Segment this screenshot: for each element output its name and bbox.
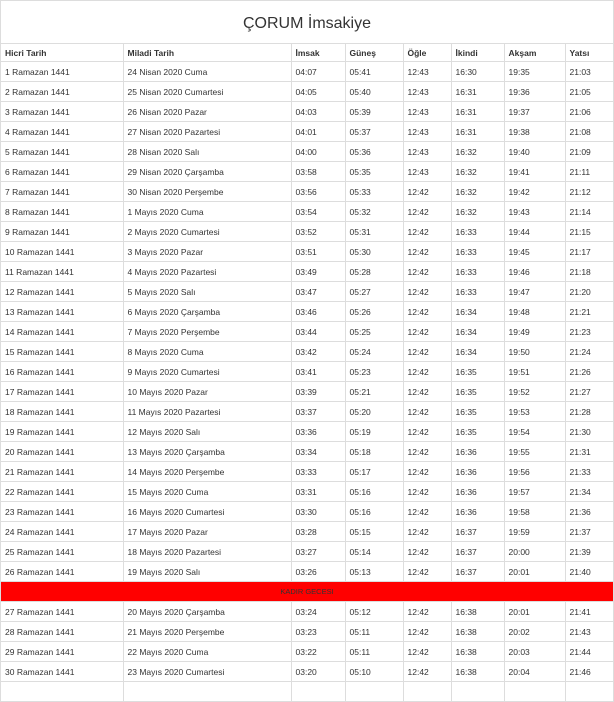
aksam-cell: 19:36 [504, 82, 565, 102]
imsak-cell: 03:47 [291, 282, 345, 302]
table-row [1, 302, 613, 322]
imsak-cell: 03:22 [291, 642, 345, 662]
hicri-tarih-cell: 8 Ramazan 1441 [1, 202, 123, 222]
miladi-tarih-cell: 15 Mayıs 2020 Cuma [123, 482, 291, 502]
empty-cell [565, 682, 613, 702]
hicri-tarih-cell: 7 Ramazan 1441 [1, 182, 123, 202]
gunes-cell: 05:23 [345, 362, 403, 382]
imsak-cell: 03:44 [291, 322, 345, 342]
ogle-cell: 12:42 [403, 662, 451, 682]
table-row [1, 102, 613, 122]
ogle-cell: 12:42 [403, 462, 451, 482]
aksam-cell: 19:41 [504, 162, 565, 182]
ikindi-cell: 16:36 [451, 442, 504, 462]
ikindi-cell: 16:33 [451, 222, 504, 242]
miladi-tarih-cell: 12 Mayıs 2020 Salı [123, 422, 291, 442]
aksam-cell: 19:35 [504, 62, 565, 82]
ogle-cell: 12:43 [403, 102, 451, 122]
gunes-cell: 05:12 [345, 602, 403, 622]
hicri-tarih-cell: 23 Ramazan 1441 [1, 502, 123, 522]
hicri-tarih-cell: 14 Ramazan 1441 [1, 322, 123, 342]
ogle-cell: 12:42 [403, 622, 451, 642]
kadir-gecesi-label: KADIR GECESI [1, 582, 613, 602]
gunes-cell: 05:36 [345, 142, 403, 162]
imsak-cell: 03:41 [291, 362, 345, 382]
ogle-cell: 12:43 [403, 62, 451, 82]
gunes-cell: 05:27 [345, 282, 403, 302]
ogle-cell: 12:42 [403, 402, 451, 422]
empty-cell [291, 682, 345, 702]
empty-row [1, 682, 613, 702]
hicri-tarih-cell: 2 Ramazan 1441 [1, 82, 123, 102]
yatsi-cell: 21:03 [565, 62, 613, 82]
imsak-cell: 03:52 [291, 222, 345, 242]
table-row [1, 142, 613, 162]
yatsi-cell: 21:06 [565, 102, 613, 122]
hicri-tarih-cell: 13 Ramazan 1441 [1, 302, 123, 322]
ikindi-cell: 16:35 [451, 362, 504, 382]
imsak-cell: 03:33 [291, 462, 345, 482]
hicri-tarih-cell: 9 Ramazan 1441 [1, 222, 123, 242]
miladi-tarih-cell: 26 Nisan 2020 Pazar [123, 102, 291, 122]
imsak-cell: 04:00 [291, 142, 345, 162]
miladi-tarih-cell: 28 Nisan 2020 Salı [123, 142, 291, 162]
yatsi-cell: 21:28 [565, 402, 613, 422]
yatsi-cell: 21:18 [565, 262, 613, 282]
aksam-cell: 19:54 [504, 422, 565, 442]
miladi-tarih-cell: 10 Mayıs 2020 Pazar [123, 382, 291, 402]
hicri-tarih-cell: 24 Ramazan 1441 [1, 522, 123, 542]
empty-cell [504, 682, 565, 702]
miladi-tarih-cell: 11 Mayıs 2020 Pazartesi [123, 402, 291, 422]
yatsi-cell: 21:14 [565, 202, 613, 222]
imsak-cell: 03:54 [291, 202, 345, 222]
ogle-cell: 12:42 [403, 422, 451, 442]
imsak-cell: 03:58 [291, 162, 345, 182]
hicri-tarih-cell: 4 Ramazan 1441 [1, 122, 123, 142]
imsak-cell: 03:31 [291, 482, 345, 502]
aksam-cell: 19:44 [504, 222, 565, 242]
miladi-tarih-cell: 4 Mayıs 2020 Pazartesi [123, 262, 291, 282]
ikindi-cell: 16:32 [451, 182, 504, 202]
yatsi-cell: 21:17 [565, 242, 613, 262]
hicri-tarih-cell: 21 Ramazan 1441 [1, 462, 123, 482]
ikindi-cell: 16:35 [451, 422, 504, 442]
table-row [1, 642, 613, 662]
imsak-cell: 03:39 [291, 382, 345, 402]
aksam-cell: 19:38 [504, 122, 565, 142]
yatsi-cell: 21:21 [565, 302, 613, 322]
aksam-cell: 20:01 [504, 562, 565, 582]
table-row [1, 542, 613, 562]
hicri-tarih-cell: 12 Ramazan 1441 [1, 282, 123, 302]
aksam-cell: 19:45 [504, 242, 565, 262]
ikindi-cell: 16:34 [451, 342, 504, 362]
gunes-cell: 05:11 [345, 642, 403, 662]
aksam-cell: 19:50 [504, 342, 565, 362]
gunes-cell: 05:24 [345, 342, 403, 362]
hicri-tarih-cell: 19 Ramazan 1441 [1, 422, 123, 442]
ikindi-cell: 16:38 [451, 622, 504, 642]
yatsi-cell: 21:24 [565, 342, 613, 362]
aksam-cell: 19:43 [504, 202, 565, 222]
hicri-tarih-cell: 11 Ramazan 1441 [1, 262, 123, 282]
aksam-cell: 19:42 [504, 182, 565, 202]
table-row [1, 362, 613, 382]
empty-cell [451, 682, 504, 702]
ogle-cell: 12:43 [403, 142, 451, 162]
imsak-cell: 04:05 [291, 82, 345, 102]
hicri-tarih-cell: 10 Ramazan 1441 [1, 242, 123, 262]
table-row [1, 322, 613, 342]
ogle-cell: 12:43 [403, 122, 451, 142]
yatsi-cell: 21:12 [565, 182, 613, 202]
ogle-cell: 12:42 [403, 262, 451, 282]
header-ikindi: İkindi [451, 44, 504, 62]
ikindi-cell: 16:32 [451, 142, 504, 162]
ikindi-cell: 16:38 [451, 602, 504, 622]
miladi-tarih-cell: 25 Nisan 2020 Cumartesi [123, 82, 291, 102]
ogle-cell: 12:42 [403, 322, 451, 342]
imsak-cell: 03:24 [291, 602, 345, 622]
aksam-cell: 19:49 [504, 322, 565, 342]
yatsi-cell: 21:36 [565, 502, 613, 522]
miladi-tarih-cell: 18 Mayıs 2020 Pazartesi [123, 542, 291, 562]
gunes-cell: 05:28 [345, 262, 403, 282]
ikindi-cell: 16:37 [451, 542, 504, 562]
imsak-cell: 03:49 [291, 262, 345, 282]
imsak-cell: 03:36 [291, 422, 345, 442]
ogle-cell: 12:42 [403, 642, 451, 662]
aksam-cell: 19:40 [504, 142, 565, 162]
hicri-tarih-cell: 22 Ramazan 1441 [1, 482, 123, 502]
yatsi-cell: 21:09 [565, 142, 613, 162]
ikindi-cell: 16:32 [451, 162, 504, 182]
gunes-cell: 05:21 [345, 382, 403, 402]
table-row [1, 442, 613, 462]
miladi-tarih-cell: 1 Mayıs 2020 Cuma [123, 202, 291, 222]
aksam-cell: 20:04 [504, 662, 565, 682]
yatsi-cell: 21:26 [565, 362, 613, 382]
yatsi-cell: 21:20 [565, 282, 613, 302]
miladi-tarih-cell: 16 Mayıs 2020 Cumartesi [123, 502, 291, 522]
table-row [1, 622, 613, 642]
gunes-cell: 05:37 [345, 122, 403, 142]
hicri-tarih-cell: 26 Ramazan 1441 [1, 562, 123, 582]
table-row [1, 82, 613, 102]
yatsi-cell: 21:30 [565, 422, 613, 442]
yatsi-cell: 21:15 [565, 222, 613, 242]
ogle-cell: 12:42 [403, 282, 451, 302]
gunes-cell: 05:16 [345, 502, 403, 522]
table-row [1, 262, 613, 282]
ogle-cell: 12:42 [403, 522, 451, 542]
table-row [1, 462, 613, 482]
miladi-tarih-cell: 8 Mayıs 2020 Cuma [123, 342, 291, 362]
ikindi-cell: 16:36 [451, 502, 504, 522]
aksam-cell: 19:51 [504, 362, 565, 382]
gunes-cell: 05:19 [345, 422, 403, 442]
imsak-cell: 03:42 [291, 342, 345, 362]
aksam-cell: 20:03 [504, 642, 565, 662]
hicri-tarih-cell: 18 Ramazan 1441 [1, 402, 123, 422]
gunes-cell: 05:26 [345, 302, 403, 322]
yatsi-cell: 21:40 [565, 562, 613, 582]
hicri-tarih-cell: 15 Ramazan 1441 [1, 342, 123, 362]
miladi-tarih-cell: 3 Mayıs 2020 Pazar [123, 242, 291, 262]
ogle-cell: 12:42 [403, 562, 451, 582]
table-row [1, 342, 613, 362]
ogle-cell: 12:42 [403, 342, 451, 362]
imsak-cell: 03:26 [291, 562, 345, 582]
empty-cell [403, 682, 451, 702]
kadir-section [1, 582, 613, 602]
imsak-cell: 03:28 [291, 522, 345, 542]
miladi-tarih-cell: 23 Mayıs 2020 Cumartesi [123, 662, 291, 682]
table-row [1, 222, 613, 242]
ogle-cell: 12:42 [403, 502, 451, 522]
gunes-cell: 05:18 [345, 442, 403, 462]
gunes-cell: 05:11 [345, 622, 403, 642]
ogle-cell: 12:42 [403, 182, 451, 202]
yatsi-cell: 21:46 [565, 662, 613, 682]
aksam-cell: 19:59 [504, 522, 565, 542]
header-aksam: Akşam [504, 44, 565, 62]
aksam-cell: 19:47 [504, 282, 565, 302]
empty-cell [123, 682, 291, 702]
yatsi-cell: 21:44 [565, 642, 613, 662]
yatsi-cell: 21:37 [565, 522, 613, 542]
ikindi-cell: 16:35 [451, 402, 504, 422]
table-row [1, 502, 613, 522]
aksam-cell: 19:53 [504, 402, 565, 422]
ogle-cell: 12:43 [403, 82, 451, 102]
imsak-cell: 04:03 [291, 102, 345, 122]
miladi-tarih-cell: 6 Mayıs 2020 Çarşamba [123, 302, 291, 322]
hicri-tarih-cell: 17 Ramazan 1441 [1, 382, 123, 402]
miladi-tarih-cell: 27 Nisan 2020 Pazartesi [123, 122, 291, 142]
ogle-cell: 12:43 [403, 162, 451, 182]
yatsi-cell: 21:23 [565, 322, 613, 342]
miladi-tarih-cell: 21 Mayıs 2020 Perşembe [123, 622, 291, 642]
gunes-cell: 05:32 [345, 202, 403, 222]
ogle-cell: 12:42 [403, 542, 451, 562]
miladi-tarih-cell: 9 Mayıs 2020 Cumartesi [123, 362, 291, 382]
imsak-cell: 03:34 [291, 442, 345, 462]
miladi-tarih-cell: 24 Nisan 2020 Cuma [123, 62, 291, 82]
ogle-cell: 12:42 [403, 382, 451, 402]
header-miladi-tarih: Miladi Tarih [123, 44, 291, 62]
header-yatsi: Yatsı [565, 44, 613, 62]
imsak-cell: 03:56 [291, 182, 345, 202]
header-gunes: Güneş [345, 44, 403, 62]
miladi-tarih-cell: 22 Mayıs 2020 Cuma [123, 642, 291, 662]
yatsi-cell: 21:34 [565, 482, 613, 502]
ogle-cell: 12:42 [403, 362, 451, 382]
ikindi-cell: 16:33 [451, 262, 504, 282]
gunes-cell: 05:40 [345, 82, 403, 102]
table-filler [1, 682, 613, 702]
imsak-cell: 03:27 [291, 542, 345, 562]
hicri-tarih-cell: 16 Ramazan 1441 [1, 362, 123, 382]
table-header-row [1, 44, 613, 62]
aksam-cell: 19:48 [504, 302, 565, 322]
gunes-cell: 05:20 [345, 402, 403, 422]
ogle-cell: 12:42 [403, 242, 451, 262]
ikindi-cell: 16:31 [451, 102, 504, 122]
gunes-cell: 05:14 [345, 542, 403, 562]
aksam-cell: 19:58 [504, 502, 565, 522]
gunes-cell: 05:13 [345, 562, 403, 582]
yatsi-cell: 21:11 [565, 162, 613, 182]
ikindi-cell: 16:36 [451, 462, 504, 482]
table-body-before [1, 62, 613, 582]
imsak-cell: 03:23 [291, 622, 345, 642]
imsak-cell: 03:20 [291, 662, 345, 682]
yatsi-cell: 21:41 [565, 602, 613, 622]
kadir-gecesi-row [1, 582, 613, 602]
aksam-cell: 20:00 [504, 542, 565, 562]
gunes-cell: 05:15 [345, 522, 403, 542]
ikindi-cell: 16:36 [451, 482, 504, 502]
imsak-cell: 03:51 [291, 242, 345, 262]
gunes-cell: 05:30 [345, 242, 403, 262]
ogle-cell: 12:42 [403, 442, 451, 462]
yatsi-cell: 21:39 [565, 542, 613, 562]
ogle-cell: 12:42 [403, 602, 451, 622]
ikindi-cell: 16:38 [451, 642, 504, 662]
gunes-cell: 05:33 [345, 182, 403, 202]
aksam-cell: 19:57 [504, 482, 565, 502]
ikindi-cell: 16:33 [451, 282, 504, 302]
ikindi-cell: 16:33 [451, 242, 504, 262]
miladi-tarih-cell: 13 Mayıs 2020 Çarşamba [123, 442, 291, 462]
table-row [1, 162, 613, 182]
yatsi-cell: 21:05 [565, 82, 613, 102]
ikindi-cell: 16:30 [451, 62, 504, 82]
table-row [1, 202, 613, 222]
hicri-tarih-cell: 29 Ramazan 1441 [1, 642, 123, 662]
miladi-tarih-cell: 29 Nisan 2020 Çarşamba [123, 162, 291, 182]
empty-cell [1, 682, 123, 702]
table-row [1, 562, 613, 582]
ikindi-cell: 16:35 [451, 382, 504, 402]
aksam-cell: 19:56 [504, 462, 565, 482]
aksam-cell: 19:55 [504, 442, 565, 462]
table-row [1, 62, 613, 82]
yatsi-cell: 21:31 [565, 442, 613, 462]
miladi-tarih-cell: 19 Mayıs 2020 Salı [123, 562, 291, 582]
hicri-tarih-cell: 27 Ramazan 1441 [1, 602, 123, 622]
imsak-cell: 03:46 [291, 302, 345, 322]
table-row [1, 482, 613, 502]
table-row [1, 282, 613, 302]
gunes-cell: 05:16 [345, 482, 403, 502]
header-imsak: İmsak [291, 44, 345, 62]
imsak-cell: 03:37 [291, 402, 345, 422]
ikindi-cell: 16:38 [451, 662, 504, 682]
table-row [1, 522, 613, 542]
gunes-cell: 05:35 [345, 162, 403, 182]
aksam-cell: 19:52 [504, 382, 565, 402]
yatsi-cell: 21:43 [565, 622, 613, 642]
hicri-tarih-cell: 30 Ramazan 1441 [1, 662, 123, 682]
miladi-tarih-cell: 2 Mayıs 2020 Cumartesi [123, 222, 291, 242]
miladi-tarih-cell: 20 Mayıs 2020 Çarşamba [123, 602, 291, 622]
aksam-cell: 19:46 [504, 262, 565, 282]
hicri-tarih-cell: 25 Ramazan 1441 [1, 542, 123, 562]
ikindi-cell: 16:34 [451, 302, 504, 322]
miladi-tarih-cell: 17 Mayıs 2020 Pazar [123, 522, 291, 542]
ikindi-cell: 16:31 [451, 122, 504, 142]
table-row [1, 182, 613, 202]
aksam-cell: 20:02 [504, 622, 565, 642]
yatsi-cell: 21:27 [565, 382, 613, 402]
yatsi-cell: 21:08 [565, 122, 613, 142]
hicri-tarih-cell: 20 Ramazan 1441 [1, 442, 123, 462]
ikindi-cell: 16:32 [451, 202, 504, 222]
yatsi-cell: 21:33 [565, 462, 613, 482]
table-row [1, 662, 613, 682]
gunes-cell: 05:31 [345, 222, 403, 242]
imsak-cell: 04:07 [291, 62, 345, 82]
miladi-tarih-cell: 5 Mayıs 2020 Salı [123, 282, 291, 302]
gunes-cell: 05:39 [345, 102, 403, 122]
imsak-cell: 04:01 [291, 122, 345, 142]
header-ogle: Öğle [403, 44, 451, 62]
ikindi-cell: 16:37 [451, 522, 504, 542]
imsakiye-table [1, 43, 613, 701]
hicri-tarih-cell: 28 Ramazan 1441 [1, 622, 123, 642]
page-title: ÇORUM İmsakiye [242, 15, 371, 32]
table-row [1, 422, 613, 442]
miladi-tarih-cell: 7 Mayıs 2020 Perşembe [123, 322, 291, 342]
empty-cell [345, 682, 403, 702]
hicri-tarih-cell: 5 Ramazan 1441 [1, 142, 123, 162]
header-hicri-tarih: Hicri Tarih [1, 44, 123, 62]
gunes-cell: 05:17 [345, 462, 403, 482]
gunes-cell: 05:10 [345, 662, 403, 682]
ikindi-cell: 16:34 [451, 322, 504, 342]
table-row [1, 122, 613, 142]
table-row [1, 242, 613, 262]
table-row [1, 602, 613, 622]
ogle-cell: 12:42 [403, 202, 451, 222]
ogle-cell: 12:42 [403, 482, 451, 502]
table-row [1, 382, 613, 402]
table-row [1, 402, 613, 422]
ikindi-cell: 16:37 [451, 562, 504, 582]
ikindi-cell: 16:31 [451, 82, 504, 102]
ogle-cell: 12:42 [403, 302, 451, 322]
aksam-cell: 19:37 [504, 102, 565, 122]
hicri-tarih-cell: 6 Ramazan 1441 [1, 162, 123, 182]
ogle-cell: 12:42 [403, 222, 451, 242]
miladi-tarih-cell: 30 Nisan 2020 Perşembe [123, 182, 291, 202]
table-body-after [1, 602, 613, 682]
hicri-tarih-cell: 3 Ramazan 1441 [1, 102, 123, 122]
hicri-tarih-cell: 1 Ramazan 1441 [1, 62, 123, 82]
miladi-tarih-cell: 14 Mayıs 2020 Perşembe [123, 462, 291, 482]
aksam-cell: 20:01 [504, 602, 565, 622]
gunes-cell: 05:41 [345, 62, 403, 82]
imsak-cell: 03:30 [291, 502, 345, 522]
gunes-cell: 05:25 [345, 322, 403, 342]
